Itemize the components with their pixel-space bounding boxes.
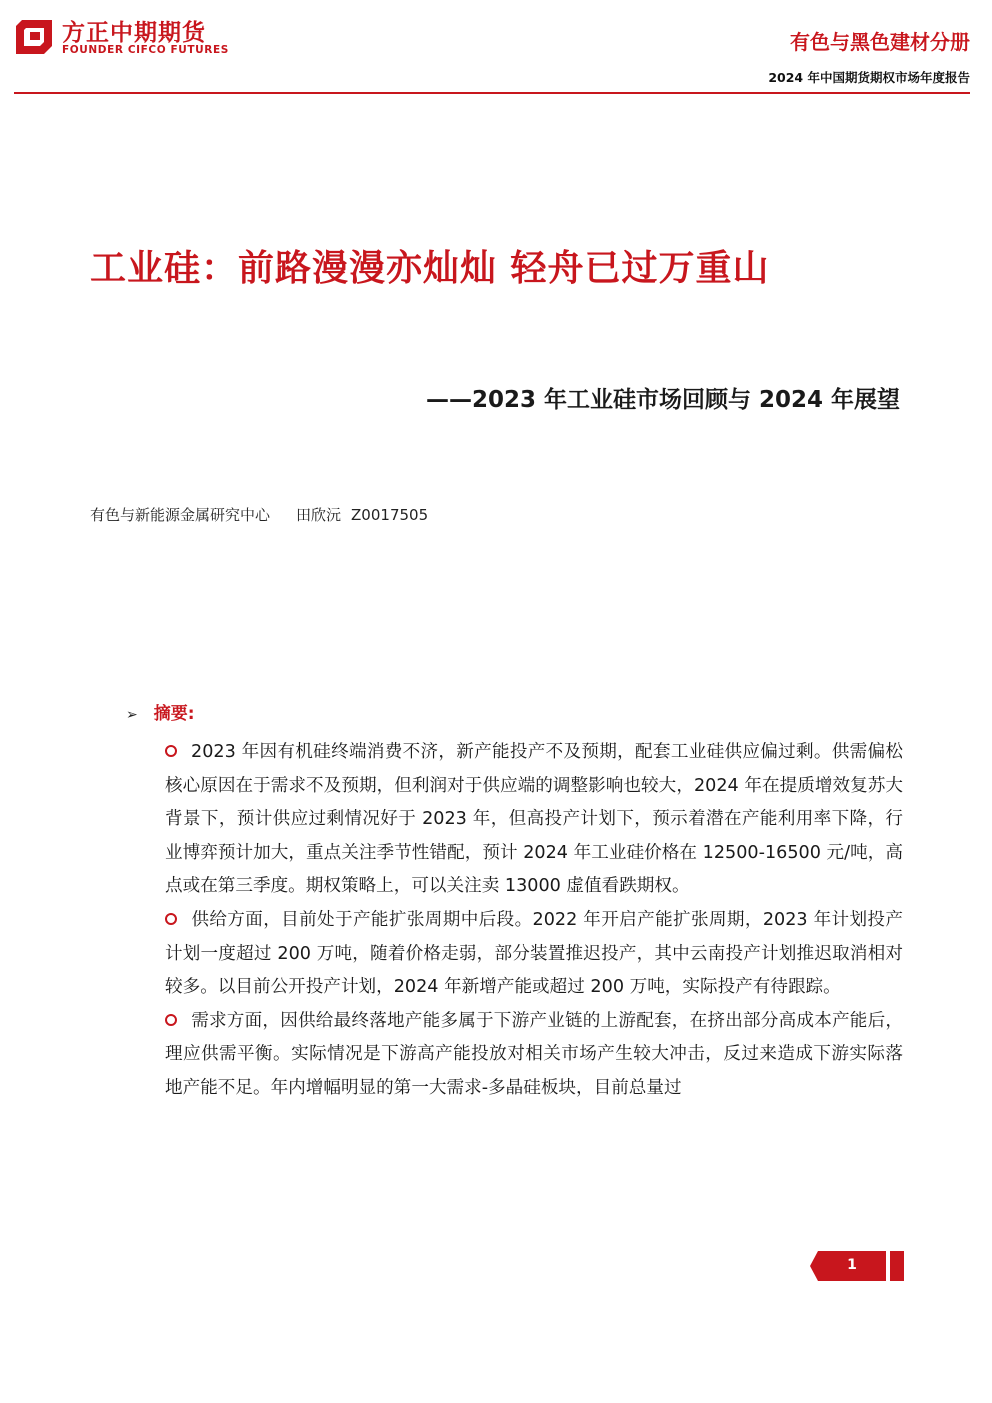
report-title: 2024 年中国期货期权市场年度报告 (768, 70, 970, 85)
logo-text-en: FOUNDER CIFCO FUTURES (62, 44, 229, 56)
summary-body (165, 736, 903, 1106)
page-title: 工业硅：前路漫漫亦灿灿 轻舟已过万重山 (90, 248, 770, 289)
author-department: 有色与新能源金属研究中心 (90, 506, 271, 524)
summary-paragraph (165, 904, 903, 1005)
summary-paragraph (165, 1005, 903, 1106)
paragraph-text: 供给方面，目前处于产能扩张周期中后段。2022 年开启产能扩张周期，2023 年计划投产计划一度超过 200 万吨，随着价格走弱，部分装置推迟投产，其中云南投产计划推迟取消相对较多。以目前公开投产计划，2024 年新增产能或超过 200 万吨，实际投产有待跟踪。 (165, 909, 903, 998)
summary-heading-label: 摘要: (153, 704, 195, 724)
author-line (90, 504, 454, 525)
header-right (768, 26, 970, 86)
arrow-right-icon: ➢ (126, 707, 138, 723)
author-license: Z0017505 (351, 506, 429, 524)
circle-bullet-icon (165, 1014, 177, 1026)
section-title: 有色与黑色建材分册 (790, 30, 970, 54)
company-logo (14, 14, 254, 60)
logo-text-cn: 方正中期期货 (62, 20, 206, 46)
summary-paragraph (165, 736, 903, 904)
author-name: 田欣沅 (296, 506, 342, 524)
circle-bullet-icon (165, 913, 177, 925)
paragraph-text: 2023 年因有机硅终端消费不济，新产能投产不及预期，配套工业硅供应偏过剩。供需偏松核心原因在于需求不及预期，但利润对于供应端的调整影响也较大，2024 年在提质增效复苏大背景下，预计供应过剩情况好于 2023 年，但高投产计划下，预示着潜在产能利用率下降，行业博弈预计加大，重点关注季节性错配，预计 2024 年工业硅价格在 12500-16500 元/吨，高点或在第三季度。期权策略上，可以关注卖 13000 虚值看跌期权。 (165, 742, 903, 897)
paragraph-text: 需求方面，因供给最终落地产能多属于下游产业链的上游配套，在挤出部分高成本产能后，理应供需平衡。实际情况是下游高产能投放对相关市场产生较大冲击，反过来造成下游实际落地产能不足。年内增幅明显的第一大需求-多晶硅板块，目前总量过 (165, 1010, 903, 1098)
circle-bullet-icon (165, 745, 177, 757)
summary-heading (126, 699, 195, 724)
header-divider (14, 92, 970, 94)
logo-mark-icon (14, 16, 54, 56)
page-subtitle: ——2023 年工业硅市场回顾与 2024 年展望 (425, 387, 900, 413)
page-number: 1 (847, 1257, 857, 1273)
